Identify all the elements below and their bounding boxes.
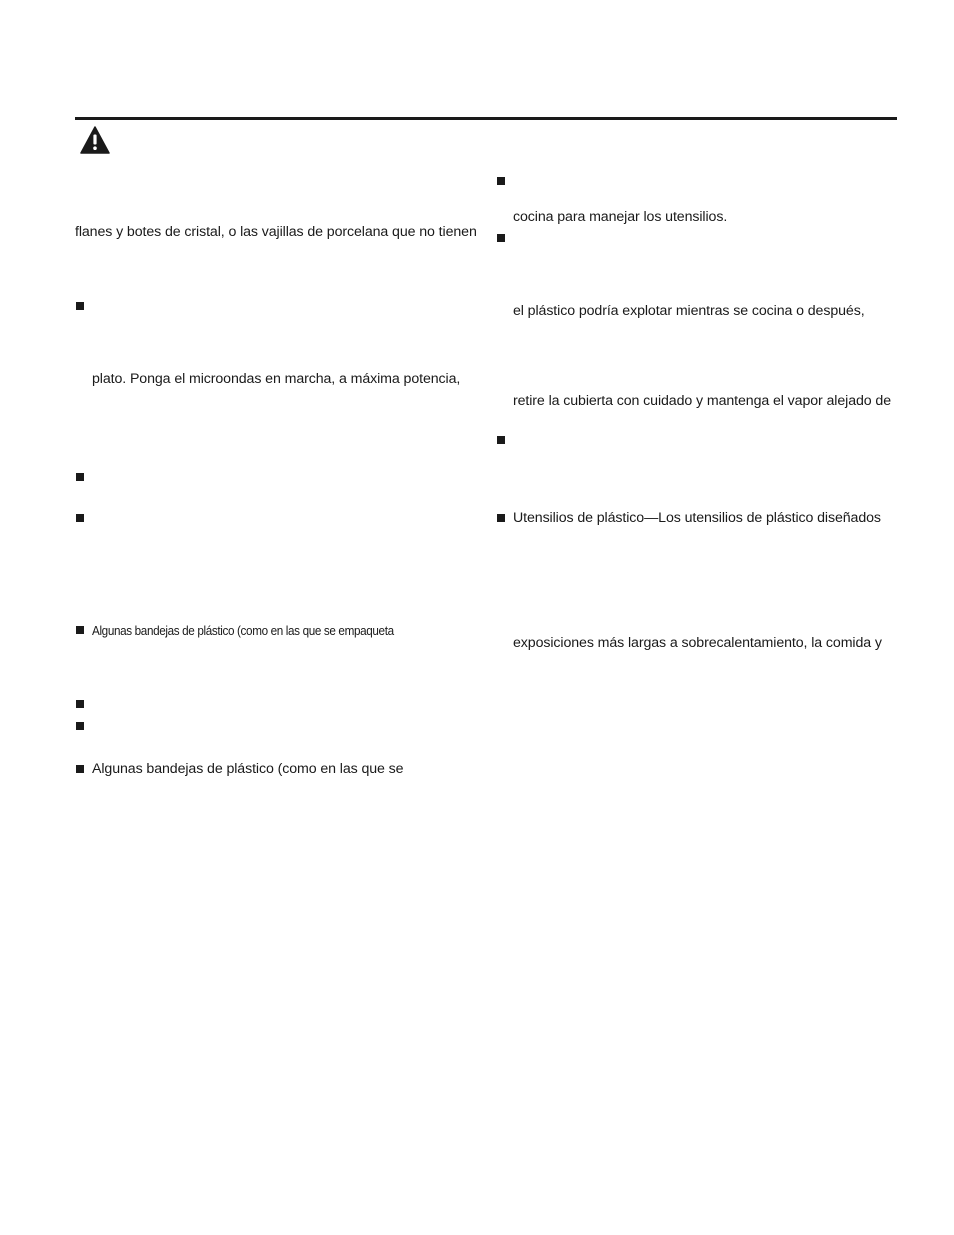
text-line-exposiciones: exposiciones más largas a sobrecalentamiento, la comida y — [513, 635, 882, 651]
text-line-retire: retire la cubierta con cuidado y mantenga el vapor alejado de — [513, 393, 891, 409]
square-bullet-icon — [76, 700, 84, 708]
square-bullet-icon — [497, 514, 505, 522]
text-line-bandejas-2: Algunas bandejas de plástico (como en las que se — [92, 761, 404, 777]
square-bullet-icon — [76, 626, 84, 634]
square-bullet-icon — [76, 765, 84, 773]
square-bullet-icon — [76, 514, 84, 522]
text-line-flanes: flanes y botes de cristal, o las vajillas de porcelana que no tienen — [75, 224, 477, 240]
square-bullet-icon — [76, 473, 84, 481]
text-line-plato: plato. Ponga el microondas en marcha, a máxima potencia, — [92, 371, 461, 387]
square-bullet-icon — [76, 302, 84, 310]
header-rule — [75, 117, 897, 120]
square-bullet-icon — [497, 436, 505, 444]
text-line-plastico: el plástico podría explotar mientras se cocina o después, — [513, 303, 865, 319]
warning-triangle-icon — [80, 126, 110, 154]
text-line-bandejas-1: Algunas bandejas de plástico (como en las que se empaqueta — [92, 623, 394, 638]
text-line-cocina: cocina para manejar los utensilios. — [513, 209, 728, 225]
square-bullet-icon — [497, 177, 505, 185]
square-bullet-icon — [497, 234, 505, 242]
text-line-utensilios: Utensilios de plástico—Los utensilios de plástico diseñados — [513, 510, 881, 526]
square-bullet-icon — [76, 722, 84, 730]
